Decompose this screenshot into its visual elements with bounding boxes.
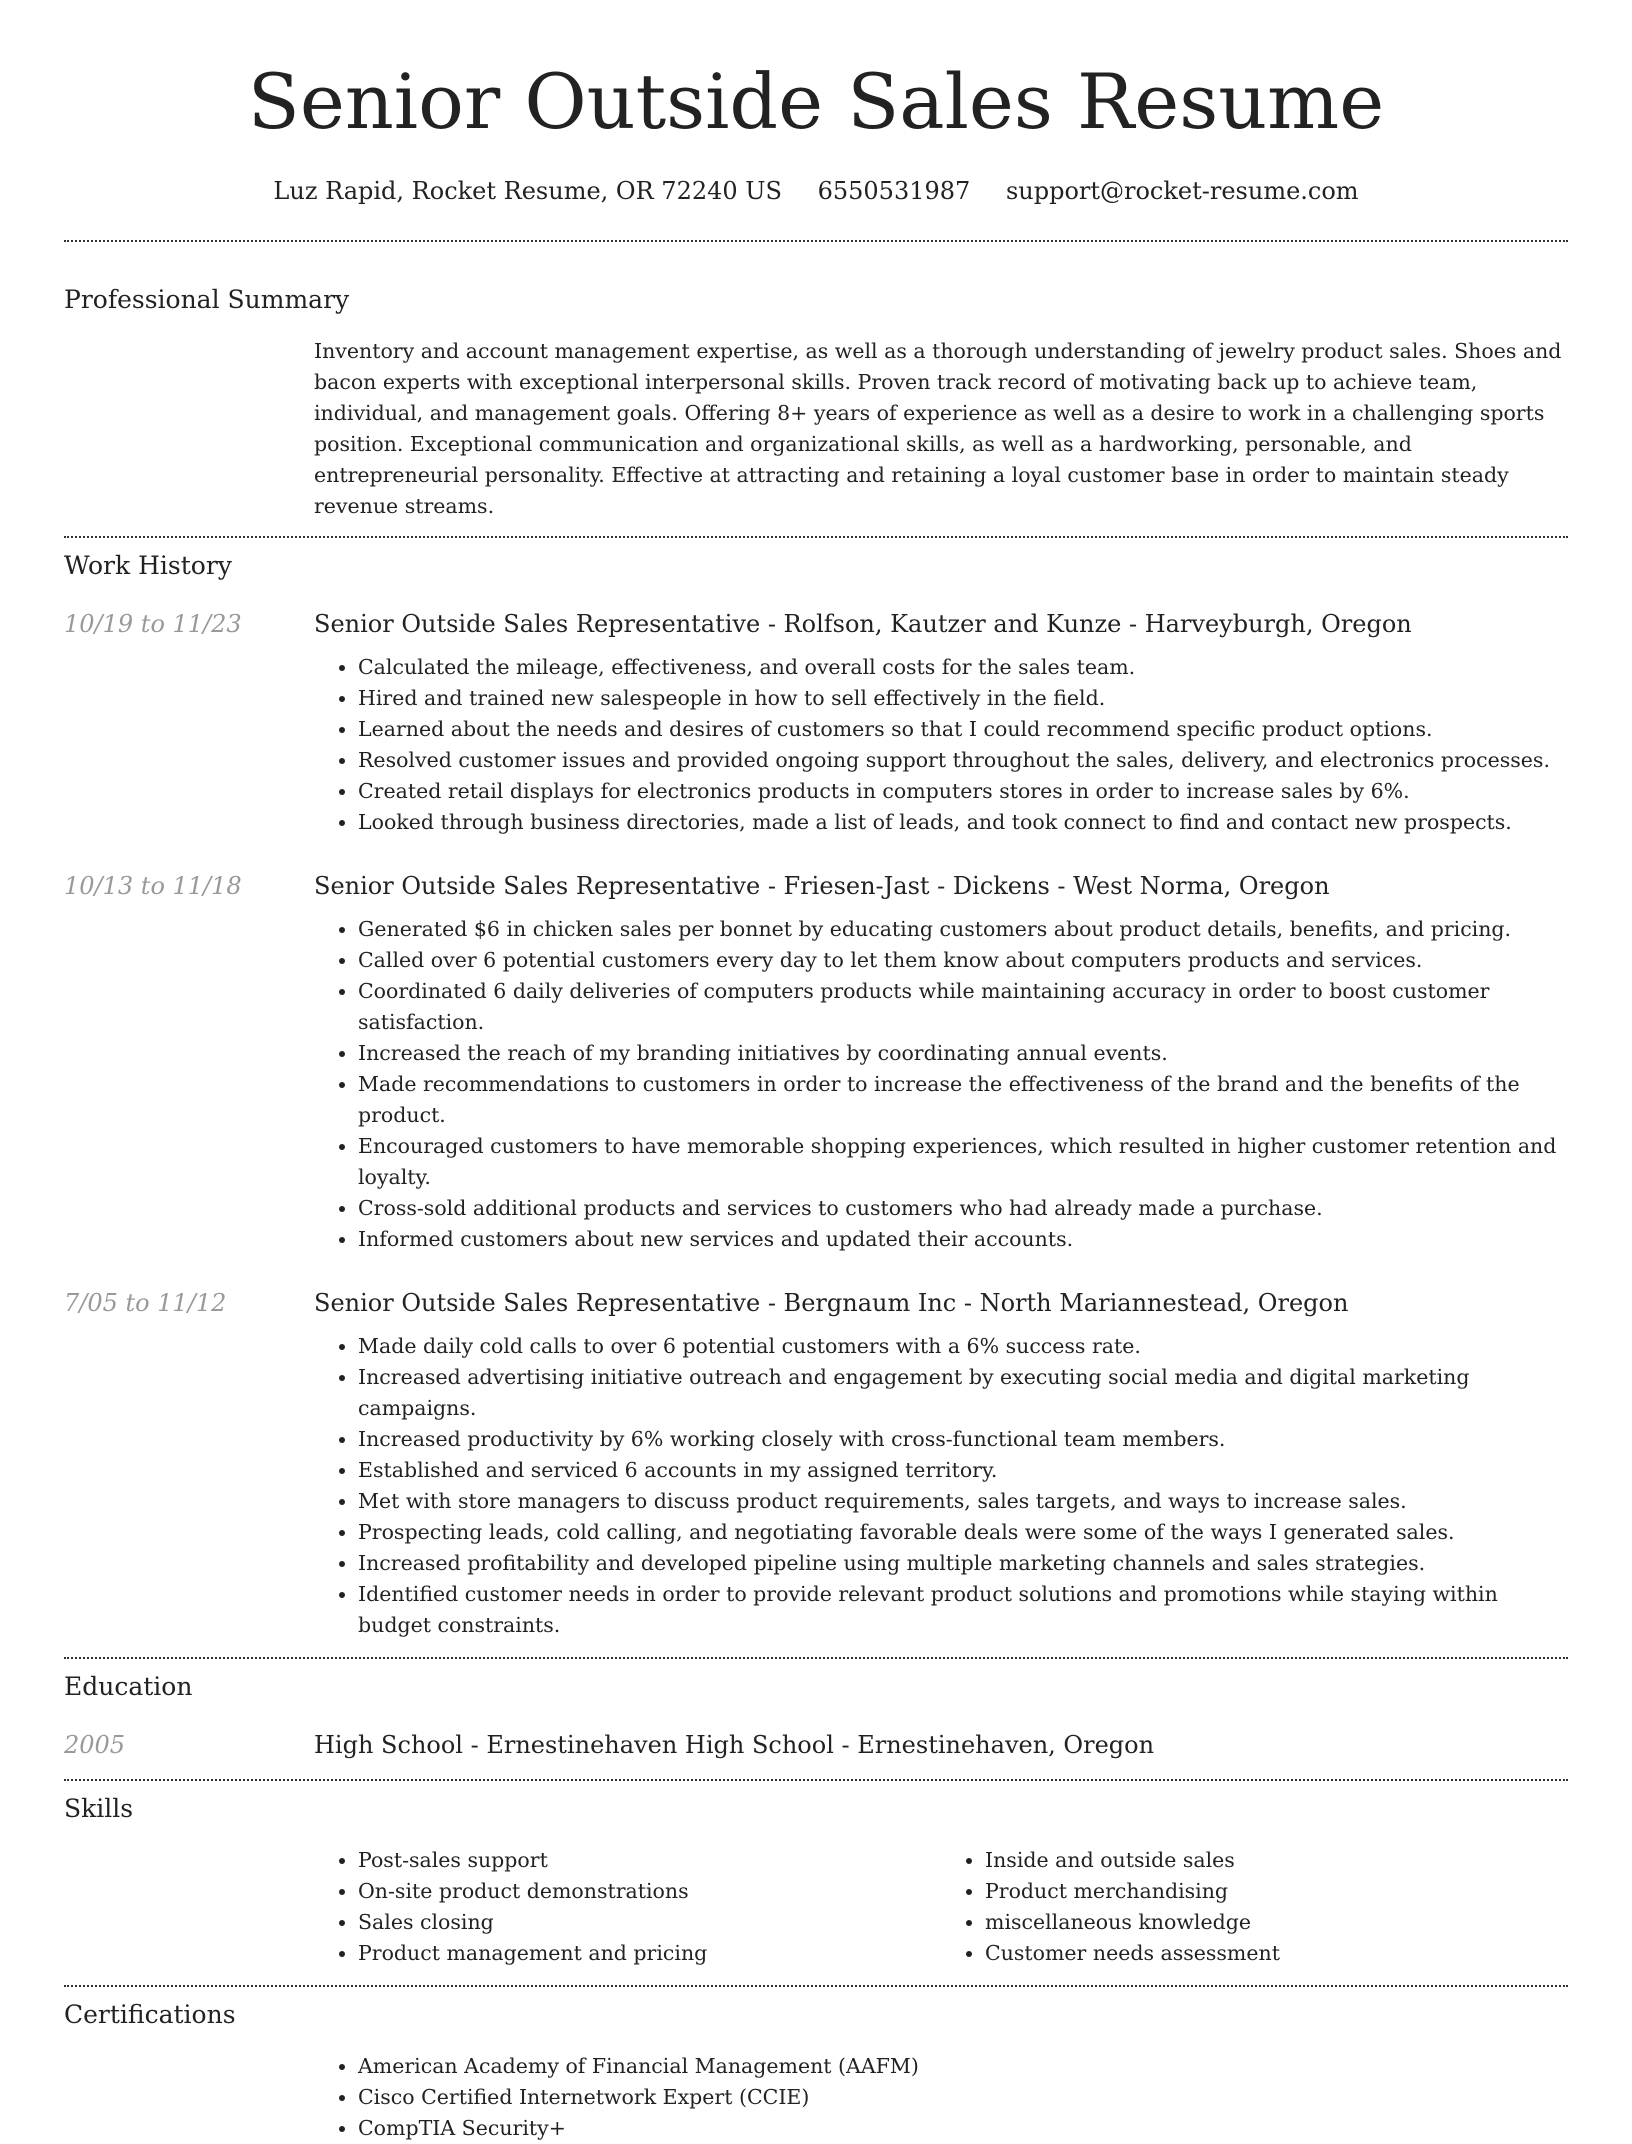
job-title: Senior Outside Sales Representative - Bergnaum Inc - North Mariannestead, Oregon xyxy=(314,1289,1349,1317)
skills-list-left xyxy=(314,1845,941,1969)
certifications-section xyxy=(64,1987,1568,2144)
list-item: • Increased productivity by 6% working closely with cross-functional team members. xyxy=(358,1424,1568,1455)
list-item: • Cross-sold additional products and services to customers who had already made a purchase. xyxy=(358,1193,1568,1224)
certifications-list xyxy=(314,2051,1568,2144)
list-item: • Coordinated 6 daily deliveries of computers products while maintaining accuracy in order to boost customer satisfaction. xyxy=(358,976,1568,1038)
list-item: • On-site product demonstrations xyxy=(358,1876,941,1907)
list-item: • Post-sales support xyxy=(358,1845,941,1876)
list-item: • miscellaneous knowledge xyxy=(985,1907,1568,1938)
list-item: • Learned about the needs and desires of customers so that I could recommend specific product options. xyxy=(358,714,1568,745)
skills-grid xyxy=(314,1845,1568,1969)
job-bullets xyxy=(314,1331,1568,1641)
list-item: • Customer needs assessment xyxy=(985,1938,1568,1969)
education-detail: High School - Ernestinehaven High School - Ernestinehaven, Oregon xyxy=(314,1731,1155,1759)
summary-text: Inventory and account management expertise, as well as a thorough understanding of jewelry product sales. Shoes and bacon experts with exceptional interpersonal skills. Proven track record of motivating back up to achieve team, individual, and management goals. Offering 8+ years of experience as well as a desire to work in a challenging sports position. Exceptional communication and organizational skills, as well as a hardworking, personable, and entrepreneurial personality. Effective at attracting and retaining a loyal customer base in order to maintain steady revenue streams. xyxy=(314,339,1562,518)
education-section xyxy=(64,1659,1568,1761)
contact-email: support@rocket-resume.com xyxy=(1005,177,1359,205)
job-dates: 10/13 to 11/18 xyxy=(64,872,242,900)
contact-phone: 6550531987 xyxy=(817,177,971,205)
job-entry xyxy=(64,608,1568,838)
list-item: • Made recommendations to customers in order to increase the effectiveness of the brand and the benefits of the product. xyxy=(358,1069,1568,1131)
list-item: • Cisco Certified Internetwork Expert (CCIE) xyxy=(358,2082,1568,2113)
list-item: • Met with store managers to discuss product requirements, sales targets, and ways to increase sales. xyxy=(358,1486,1568,1517)
list-item: • Product merchandising xyxy=(985,1876,1568,1907)
education-year: 2005 xyxy=(64,1731,126,1759)
job-bullets xyxy=(314,652,1568,838)
job-title: Senior Outside Sales Representative - Friesen-Jast - Dickens - West Norma, Oregon xyxy=(314,872,1330,900)
job-entry xyxy=(64,1287,1568,1641)
resume-title: Senior Outside Sales Resume xyxy=(247,57,1385,146)
job-title: Senior Outside Sales Representative - Rolfson, Kautzer and Kunze - Harveyburgh, Oregon xyxy=(314,610,1412,638)
list-item: • Increased profitability and developed pipeline using multiple marketing channels and sales strategies. xyxy=(358,1548,1568,1579)
list-item: • Inside and outside sales xyxy=(985,1845,1568,1876)
job-entry xyxy=(64,870,1568,1255)
list-item: • Calculated the mileage, effectiveness, and overall costs for the sales team. xyxy=(358,652,1568,683)
job-bullets xyxy=(314,914,1568,1255)
list-item: • CompTIA Security+ xyxy=(358,2113,1568,2144)
list-item: • American Academy of Financial Management (AAFM) xyxy=(358,2051,1568,2082)
list-item: • Encouraged customers to have memorable shopping experiences, which resulted in higher customer retention and loyalty. xyxy=(358,1131,1568,1193)
list-item: • Called over 6 potential customers every day to let them know about computers products and services. xyxy=(358,945,1568,976)
list-item: • Informed customers about new services and updated their accounts. xyxy=(358,1224,1568,1255)
list-item: • Established and serviced 6 accounts in my assigned territory. xyxy=(358,1455,1568,1486)
list-item: • Identified customer needs in order to provide relevant product solutions and promotions while staying within budget constraints. xyxy=(358,1579,1568,1641)
list-item: • Increased the reach of my branding initiatives by coordinating annual events. xyxy=(358,1038,1568,1069)
summary-section xyxy=(64,242,1568,522)
job-dates: 7/05 to 11/12 xyxy=(64,1289,227,1317)
contact-address: Luz Rapid, Rocket Resume, OR 72240 US xyxy=(273,177,782,205)
list-item: • Prospecting leads, cold calling, and negotiating favorable deals were some of the ways I generated sales. xyxy=(358,1517,1568,1548)
skills-list-right xyxy=(941,1845,1568,1969)
list-item: • Sales closing xyxy=(358,1907,941,1938)
list-item: • Made daily cold calls to over 6 potential customers with a 6% success rate. xyxy=(358,1331,1568,1362)
work-section xyxy=(64,538,1568,1641)
section-heading-work: Work History xyxy=(64,551,232,580)
list-item: • Hired and trained new salespeople in how to sell effectively in the field. xyxy=(358,683,1568,714)
section-heading-skills: Skills xyxy=(64,1794,134,1823)
list-item: • Created retail displays for electronics products in computers stores in order to increase sales by 6%. xyxy=(358,776,1568,807)
list-item: • Increased advertising initiative outreach and engagement by executing social media and digital marketing campaigns. xyxy=(358,1362,1568,1424)
section-heading-summary: Professional Summary xyxy=(64,285,350,314)
list-item: • Product management and pricing xyxy=(358,1938,941,1969)
list-item: • Generated $6 in chicken sales per bonnet by educating customers about product details, benefits, and pricing. xyxy=(358,914,1568,945)
section-heading-education: Education xyxy=(64,1672,193,1701)
contact-line xyxy=(64,176,1568,206)
job-dates: 10/19 to 11/23 xyxy=(64,610,242,638)
skills-section xyxy=(64,1781,1568,1969)
section-heading-certifications: Certifications xyxy=(64,2000,236,2029)
list-item: • Looked through business directories, made a list of leads, and took connect to find and contact new prospects. xyxy=(358,807,1568,838)
list-item: • Resolved customer issues and provided ongoing support throughout the sales, delivery, and electronics processes. xyxy=(358,745,1568,776)
